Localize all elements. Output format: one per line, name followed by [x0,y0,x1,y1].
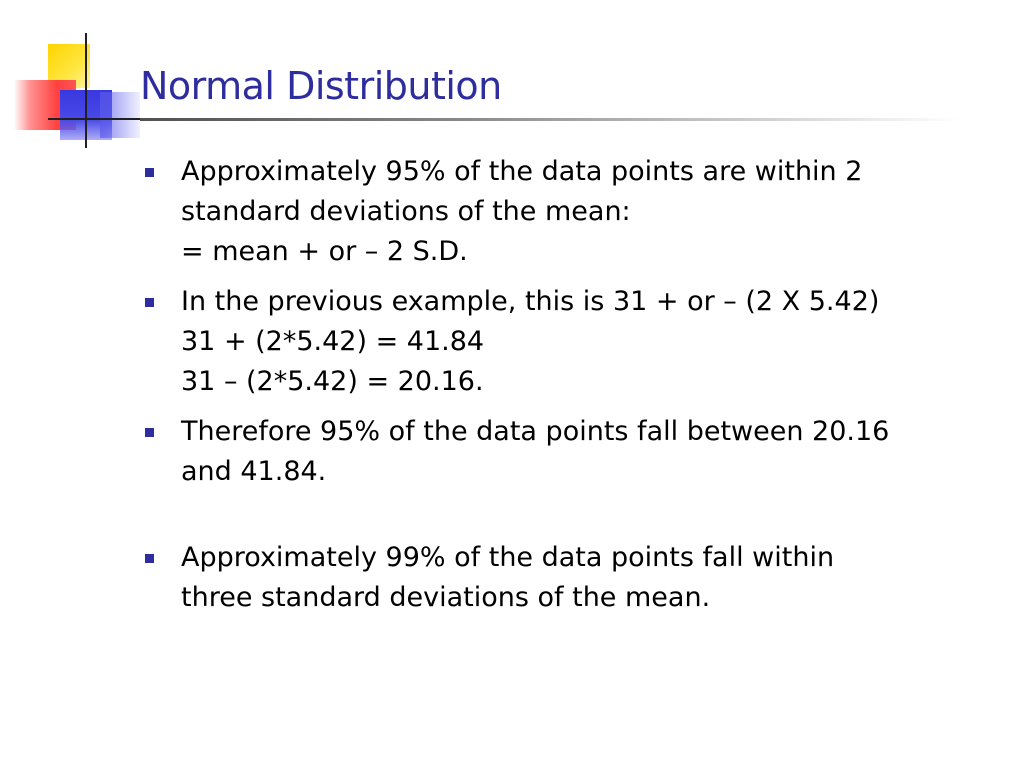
bullet-text-line: three standard deviations of the mean. [181,582,711,613]
bullet-square-icon [145,298,154,307]
bullet-square-icon [145,554,154,563]
bullet-item [145,538,1005,618]
bullet-text-line: standard deviations of the mean: [181,196,631,227]
logo-squares-graphic [0,0,150,160]
bullet-text-line: = mean + or – 2 S.D. [181,236,468,267]
bullet-square-icon [145,168,154,177]
bullet-item [145,282,1005,402]
bullet-list [145,152,1005,628]
title-underline [140,118,960,121]
bullet-square-icon [145,428,154,437]
bullet-text-line: and 41.84. [181,456,327,487]
slide-title: Normal Distribution [140,64,502,108]
bullet-text-line: Approximately 95% of the data points are within 2 [181,156,863,187]
bullet-item [145,152,1005,272]
vertical-rule [85,33,87,148]
bullet-text-line: Therefore 95% of the data points fall between 20.16 [181,416,890,447]
bullet-text-line: 31 – (2*5.42) = 20.16. [181,366,484,397]
horizontal-rule [48,118,148,120]
bullet-text-line: 31 + (2*5.42) = 41.84 [181,326,485,357]
blue-fade-square [100,92,140,138]
bullet-text-line: In the previous example, this is 31 + or – (2 X 5.42) [181,286,880,317]
bullet-text-line: Approximately 99% of the data points fall within [181,542,835,573]
bullet-item [145,412,1005,492]
